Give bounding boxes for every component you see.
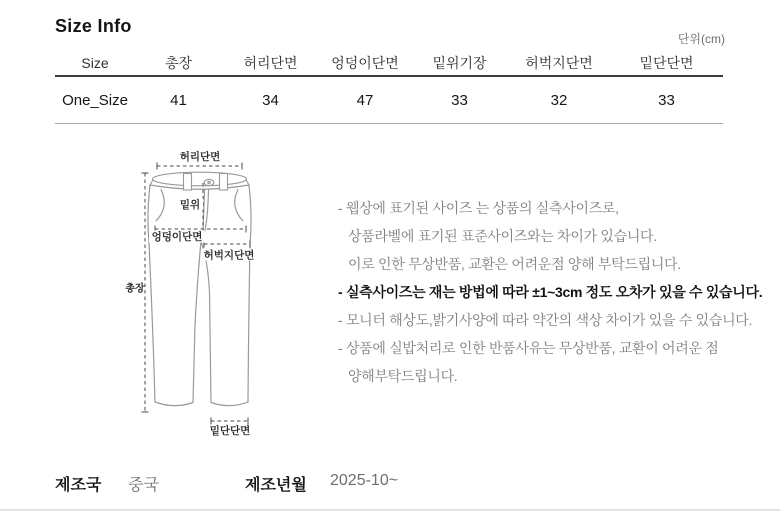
column-header-waist: 허리단면: [243, 54, 298, 71]
waist-label: 허리단면: [179, 151, 221, 163]
thigh-cell: 32: [550, 91, 568, 109]
note-line: 양해부탁드립니다.: [348, 368, 458, 384]
manufacture-date-value: 2025-10~: [330, 472, 399, 489]
size-notes: [338, 194, 763, 390]
table-row: [55, 77, 723, 124]
page-title: Size Info: [55, 16, 132, 36]
hip-label: 엉덩이단면: [151, 231, 203, 243]
waist-cell: 34: [262, 91, 279, 109]
rise-label: 밑위: [179, 199, 201, 211]
diagram-labels: [124, 150, 254, 437]
rise-cell: 33: [451, 91, 468, 109]
hem-label: 밑단단면: [209, 425, 251, 437]
column-header-rise: 밑위기장: [432, 54, 487, 71]
note-line: - 웹상에 표기된 사이즈 는 상품의 실측사이즈로,: [338, 200, 619, 216]
column-header-total-length: 총장: [164, 54, 193, 71]
column-header-size: Size: [81, 54, 109, 71]
column-header-hip: 엉덩이단면: [331, 54, 399, 71]
note-line-emphasis: - 실측사이즈는 재는 방법에 따라 ±1~3cm 정도 오차가 있을 수 있습니다.: [338, 284, 763, 300]
total-length-cell: 41: [170, 91, 187, 109]
note-line: - 모니터 해상도,밝기사양에 따라 약간의 색상 차이가 있을 수 있습니다.: [338, 312, 753, 328]
unit-label: 단위(cm): [677, 32, 725, 46]
total-length-label: 총장: [125, 283, 145, 295]
note-line: 이로 인한 무상반품, 교환은 어려운점 양해 부탁드립니다.: [348, 256, 681, 272]
size-name-cell: One_Size: [62, 91, 128, 109]
note-line: 상품라벨에 표기된 표준사이즈와는 차이가 있습니다.: [348, 228, 657, 244]
hem-cell: 33: [658, 91, 675, 109]
column-header-thigh: 허벅지단면: [525, 54, 593, 71]
manufacture-country-label: 제조국: [55, 477, 102, 494]
bottom-divider: [0, 509, 780, 511]
hip-cell: 47: [356, 91, 374, 109]
note-line: - 상품에 실밥처리로 인한 반품사유는 무상반품, 교환이 어려운 점: [338, 340, 719, 356]
manufacture-country-value: 중국: [128, 477, 159, 494]
manufacture-date-label: 제조년월: [245, 477, 307, 494]
pants-measurement-diagram: [120, 140, 340, 450]
thigh-label: 허벅지단면: [203, 249, 255, 262]
size-table-header: [55, 50, 723, 77]
column-header-hem: 밑단단면: [639, 54, 694, 71]
size-table: [55, 50, 723, 124]
